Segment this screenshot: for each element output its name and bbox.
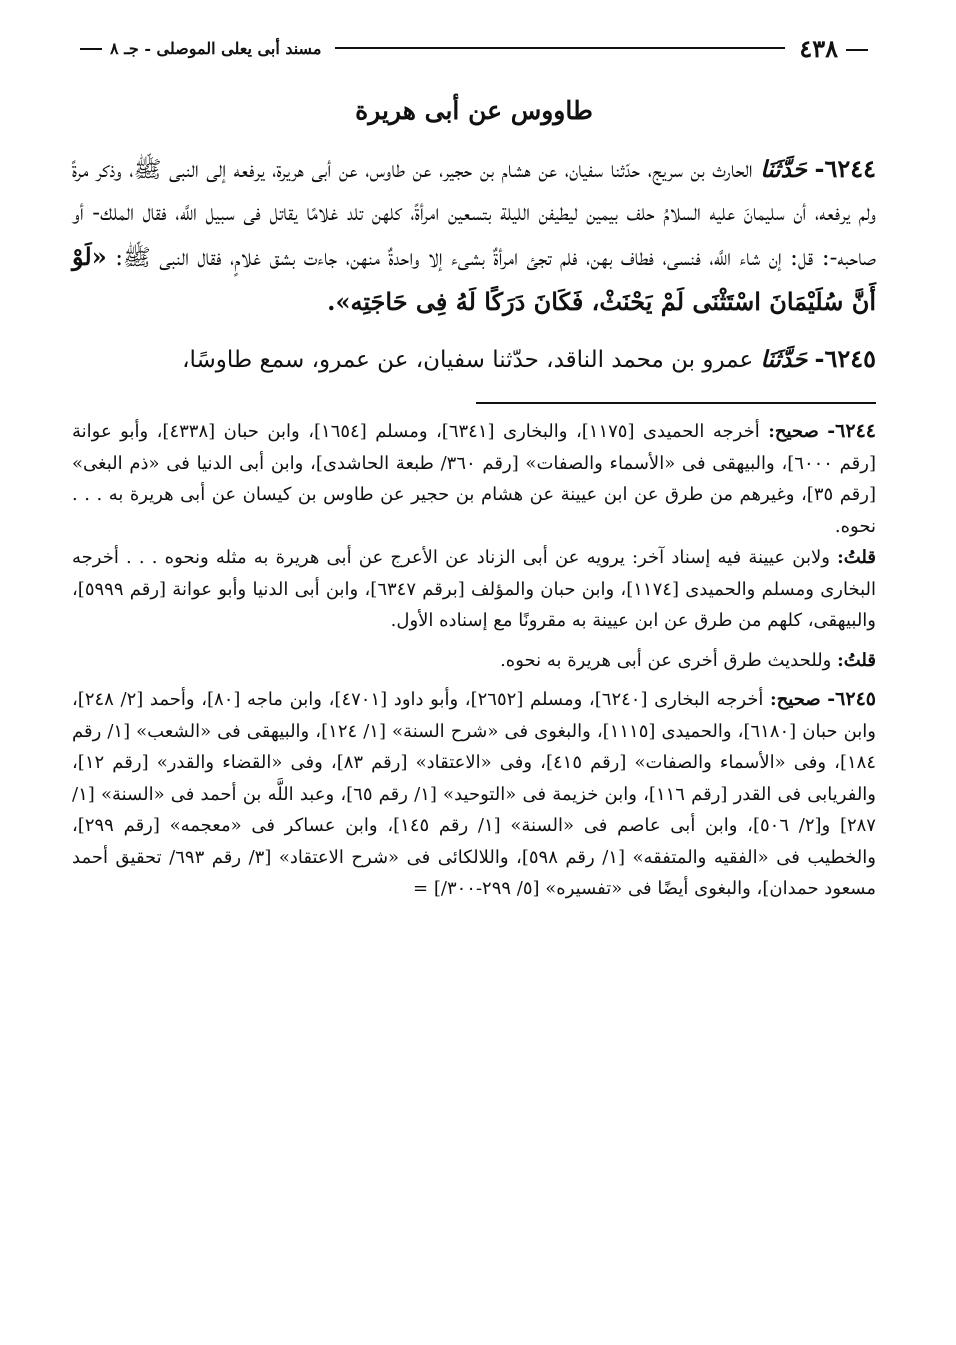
header-rule — [335, 47, 785, 49]
book-page — [72, 30, 876, 1325]
footnote-text: وللحديث طرق أخرى عن أبى هريرة به نحوه. — [500, 649, 832, 671]
hadith-number: ٦٢٤٥- — [814, 344, 876, 373]
page-number-value: ٤٣٨ — [799, 33, 838, 63]
footnote-number: ٦٢٤٤- — [827, 420, 876, 442]
footnote-note-1 — [72, 542, 876, 637]
footnote-6244 — [72, 416, 876, 542]
section-title: طاووس عن أبى هريرة — [355, 96, 593, 125]
footnote-grade: صحيح: — [770, 689, 821, 710]
footnote-text: ولابن عيينة فيه إسناد آخر: يرويه عن أبى الزناد عن الأعرج عن أبى هريرة به مثله ونحوه . . . أخرجه البخارى ومسلم والحميدى [١١٧٤]، وابن حبان والمؤلف [برقم ٦٣٤٧]، وابن أبى الدنيا وأبو عوانة [رقم ٥٩٩٩]، والبيهقى، كلهم من طرق عن ابن عيينة به مقرونًا مع إسناده الأول. — [72, 547, 876, 631]
running-header — [72, 30, 876, 66]
footnote-text: أخرجه البخارى [٦٢٤٠]، ومسلم [٢٦٥٢]، وأبو داود [٤٧٠١]، وابن ماجه [٨٠]، وأحمد [٢/ ٢٤٨]، وابن حبان [٦١٨٠]، والحميدى [١١١٥]، والبغوى فى «شرح السنة» [١/ ١٢٤]، والبيهقى فى «الشعب» [١/ رقم ١٨٤]، وفى «الأسماء والصفات» [رقم ٤١٥]، وفى «الاعتقاد» [رقم ٨٣]، وفى «القضاء والقدر» [رقم ١٢]، والفريابى فى القدر [رقم ١١٦]، وابن خزيمة فى «التوحيد» [١/ رقم ٦٥]، وعبد اللَّه بن أحمد فى «السنة» [١/ ٢٨٧] و[٢/ ٥٠٦]، وابن أبى عاصم فى «السنة» [١/ رقم ١٤٥]، وابن عساكر فى «معجمه» [رقم ٢٩٩]، والخطيب فى «الفقيه والمتفقه» [١/ رقم ٥٩٨]، واللالكائى فى «شرح الاعتقاد» [٣/ رقم ٦٩٣/ تحقيق أحمد مسعود حمدان]، والبغوى أيضًا فى «تفسيره» [٥/ ٢٩٩-٣٠٠/] = — [72, 689, 877, 899]
prophet-words: «لَوْ أَنَّ سُلَيْمَانَ اسْتَثْنَى لَمْ يَحْنَثْ، فَكَانَ دَرَكًا لَهُ فِى حَاجَتِه». — [72, 242, 876, 316]
footnote-separator — [476, 402, 876, 404]
book-title-text: مسند أبى يعلى الموصلى - جـ ٨ — [110, 38, 322, 58]
header-dash-end — [80, 48, 102, 50]
footnote-grade: صحيح: — [768, 421, 819, 442]
hadith-opening: حَدَّثَنَا — [760, 346, 808, 373]
footnote-6245 — [72, 684, 876, 905]
footnote-qult: قلتُ: — [837, 649, 876, 671]
hadith-6245 — [72, 337, 876, 382]
hadith-number: ٦٢٤٤- — [814, 154, 877, 183]
book-title — [72, 39, 321, 58]
footnote-note-2 — [72, 645, 876, 677]
footnote-number: ٦٢٤٥- — [827, 688, 876, 710]
header-dash — [846, 49, 868, 51]
hadith-6244 — [72, 147, 876, 325]
hadith-opening: حَدَّثَنَا — [760, 156, 807, 183]
hadith-text: عمرو بن محمد الناقد، حدّثنا سفيان، عن عمرو، سمع طاوسًا، — [182, 347, 754, 373]
footnote-qult: قلتُ: — [837, 547, 876, 568]
hadith-text: الحارث بن سريج، حدّثنا سفيان، عن هشام بن حجير، عن طاوس، عن أبى هريرة، يرفعه إلى النبى ﷺ، وذكر مرةً ولم يرفعه، أن سليمانَ عليه السلامُ حلف بيمين ليطيفن الليلة بتسعين امرأةً، كلهن تلد غلامًا يقاتل فى سبيل اللَّه، فقال الملك- أو صاحبه-: قل: إن شاء اللَّه، فنسى، فطاف بهن، فلم تجئ امرأةٌ بشىء إلا واحدةٌ منهن، جاءت بشق غلامٍ، فقال النبى ﷺ: — [72, 157, 876, 271]
page-number — [799, 34, 876, 63]
footnote-text: أخرجه الحميدى [١١٧٥]، والبخارى [٦٣٤١]، ومسلم [١٦٥٤]، وابن حبان [٤٣٣٨]، وأبو عوانة [رقم ٦٠٠٠]، والبيهقى فى «الأسماء والصفات» [رقم ٣٦٠/ طبعة الحاشدى]، وابن أبى الدنيا فى «ذم البغى» [رقم ٣٥]، وغيرهم من طرق عن ابن عيينة عن هشام بن حجير عن طاوس بن كيسان عن أبى هريرة به . . . نحوه. — [72, 421, 876, 537]
